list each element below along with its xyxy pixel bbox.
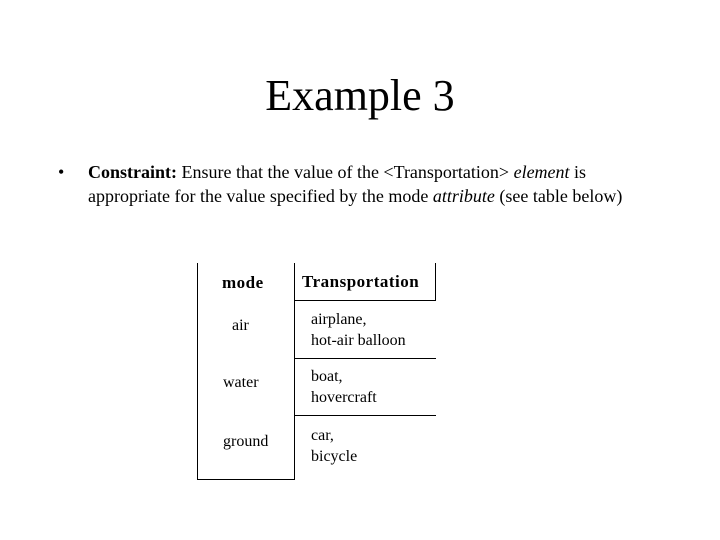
bullet-text-part-3: (see table below) [494,186,623,206]
bullet-italic-element: element [513,162,570,182]
bullet-text-part-1: Ensure that the value of the <Transportation> [177,162,514,182]
row-ground-mode: ground [223,433,269,450]
table-column-divider [294,263,295,480]
row-ground-transport-line-2: bicycle [311,448,358,465]
row-water-mode: water [223,374,259,391]
mode-transportation-table [197,263,436,480]
row-air-transport-line-1: airplane, [311,311,367,328]
row-air-mode: air [232,317,249,334]
header-transportation: Transportation [302,272,420,291]
constraint-label: Constraint: [88,162,177,182]
bullet-text-part-2: is appropriate for the value specified by the mode [88,162,587,206]
table-border-left [197,263,198,480]
row-ground-transport-line-1: car, [311,427,334,444]
row-water-transport-line-1: boat, [311,368,343,385]
table-row-divider [295,300,436,301]
bullet-italic-attribute: attribute [432,186,495,206]
bullet-text [88,160,658,208]
slide-title: Example 3 [265,71,455,120]
row-air-transport-line-2: hot-air balloon [311,332,406,349]
row-water-transport-line-2: hovercraft [311,389,377,406]
table-row-divider [295,415,436,416]
header-mode: mode [222,273,264,292]
table-border-right [435,263,436,300]
table-border-bottom [197,479,295,480]
table-row-divider [295,358,436,359]
bullet-symbol: • [58,162,65,182]
